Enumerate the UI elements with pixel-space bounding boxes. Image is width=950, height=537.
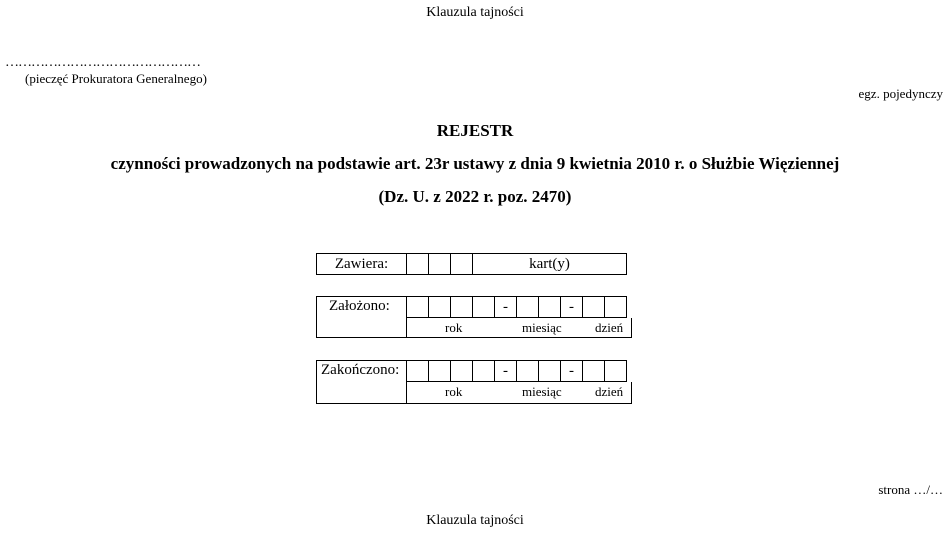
zalozono-label: Założono: bbox=[316, 296, 407, 338]
year-digit-box[interactable] bbox=[407, 361, 429, 382]
year-digit-box[interactable] bbox=[451, 361, 473, 382]
register-subtitle: czynności prowadzonych na podstawie art. 23r ustawy z dnia 9 kwietnia 2010 r. o Służbie Więziennej bbox=[110, 154, 840, 173]
dzien-label: dzień bbox=[595, 384, 624, 399]
day-digit-box[interactable] bbox=[583, 361, 605, 382]
year-digit-box[interactable] bbox=[429, 297, 451, 318]
date-separator: - bbox=[561, 297, 583, 318]
zakonczono-date-legend bbox=[406, 382, 632, 404]
month-digit-box[interactable] bbox=[517, 361, 539, 382]
rok-label: rok bbox=[445, 320, 463, 335]
copy-note: egz. pojedynczy bbox=[858, 86, 943, 101]
rok-label: rok bbox=[445, 384, 463, 399]
day-digit-box[interactable] bbox=[605, 297, 627, 318]
miesiac-label: miesiąc bbox=[522, 384, 562, 399]
zawiera-digit-box[interactable] bbox=[407, 254, 429, 275]
month-digit-box[interactable] bbox=[539, 361, 561, 382]
year-digit-box[interactable] bbox=[451, 297, 473, 318]
year-digit-box[interactable] bbox=[473, 297, 495, 318]
dzien-label: dzień bbox=[595, 320, 624, 335]
date-separator: - bbox=[561, 361, 583, 382]
zalozono-date-boxes bbox=[406, 296, 627, 318]
zalozono-date-legend bbox=[406, 318, 632, 338]
year-digit-box[interactable] bbox=[407, 297, 429, 318]
bottom-classification: Klauzula tajności bbox=[426, 513, 524, 528]
miesiac-label: miesiąc bbox=[522, 320, 562, 335]
zawiera-digit-box[interactable] bbox=[429, 254, 451, 275]
date-separator: - bbox=[495, 297, 517, 318]
year-digit-box[interactable] bbox=[473, 361, 495, 382]
stamp-caption: (pieczęć Prokuratora Generalnego) bbox=[25, 71, 207, 86]
zawiera-label: Zawiera: bbox=[317, 254, 407, 275]
stamp-dots: ……………………………………… bbox=[5, 55, 200, 70]
month-digit-box[interactable] bbox=[517, 297, 539, 318]
register-citation: (Dz. U. z 2022 r. poz. 2470) bbox=[378, 187, 572, 206]
month-digit-box[interactable] bbox=[539, 297, 561, 318]
zawiera-digit-box[interactable] bbox=[451, 254, 473, 275]
date-separator: - bbox=[495, 361, 517, 382]
day-digit-box[interactable] bbox=[605, 361, 627, 382]
zakonczono-label: Zakończono: bbox=[316, 360, 407, 404]
day-digit-box[interactable] bbox=[583, 297, 605, 318]
zakonczono-date-boxes bbox=[406, 360, 627, 382]
zawiera-table bbox=[316, 253, 627, 275]
top-classification: Klauzula tajności bbox=[426, 5, 524, 20]
year-digit-box[interactable] bbox=[429, 361, 451, 382]
page-number: strona …/… bbox=[878, 482, 943, 497]
register-title: REJESTR bbox=[436, 121, 514, 140]
zawiera-unit: kart(y) bbox=[473, 254, 627, 275]
